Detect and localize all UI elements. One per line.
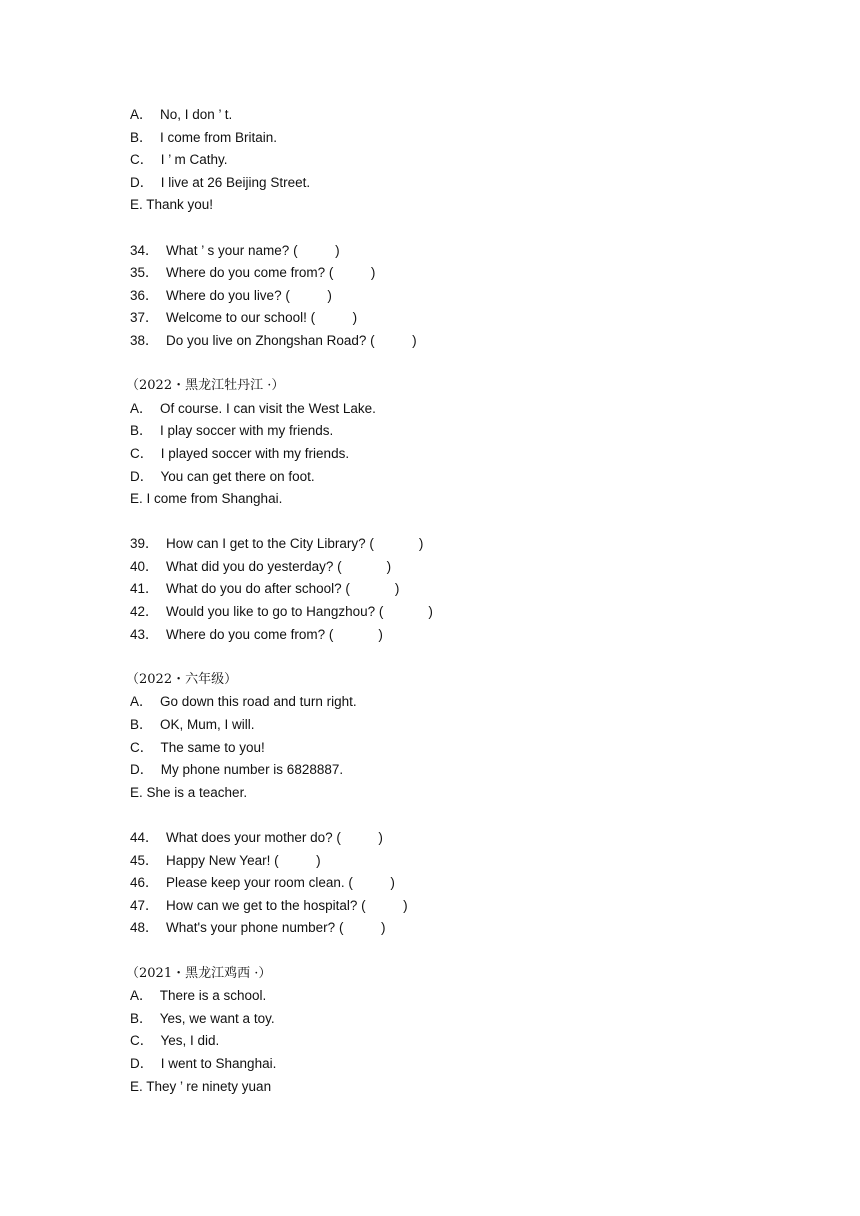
spacer [130, 646, 770, 669]
option-a: A． Of course. I can visit the West Lake. [130, 400, 376, 416]
option-a: A． No, I don ’ t. [130, 107, 233, 122]
spacer [130, 353, 770, 376]
option-b: B． I play soccer with my friends. [130, 423, 334, 439]
spacer [130, 217, 770, 240]
spacer [130, 940, 770, 963]
spacer [130, 511, 770, 534]
option-c: C． I played soccer with my friends. [130, 445, 350, 461]
question-46: 46． Please keep your room clean. ( ) [130, 875, 395, 891]
question-42: 42． Would you like to go to Hangzhou? ( ) [130, 604, 433, 620]
block-1 [130, 104, 770, 353]
block-4 [126, 963, 770, 1099]
option-a: A． There is a school. [130, 988, 267, 1004]
question-45: 45． Happy New Year! ( ) [130, 852, 321, 868]
question-37: 37． Welcome to our school! ( ) [130, 310, 358, 326]
question-38: 38． Do you live on Zhongshan Road? ( ) [130, 332, 417, 348]
question-39: 39． How can I get to the City Library? ( ) [130, 536, 424, 552]
option-c: C． The same to you! [130, 739, 265, 755]
option-e: E. They ’ re ninety yuan [130, 1078, 272, 1094]
section-header: （2021・黑龙江鸡西 ·） [126, 965, 272, 981]
document-content [126, 104, 770, 1098]
block-3 [126, 669, 770, 940]
question-48: 48． What's your phone number? ( ) [130, 920, 386, 936]
section-header: （2022・六年级） [126, 671, 238, 687]
option-d: D． I live at 26 Beijing Street. [130, 174, 311, 190]
section-header: （2022・黑龙江牡丹江 ·） [126, 378, 285, 394]
spacer [130, 804, 770, 827]
option-d: D． I went to Shanghai. [130, 1055, 277, 1071]
question-35: 35． Where do you come from? ( ) [130, 265, 376, 281]
option-b: B． OK, Mum, I will. [130, 717, 255, 733]
option-a: A． Go down this road and turn right. [130, 694, 357, 710]
option-d: D． You can get there on foot. [130, 468, 315, 484]
option-c: C． Yes, I did. [130, 1033, 220, 1049]
option-b: B． I come from Britain. [130, 129, 278, 145]
question-36: 36． Where do you live? ( ) [130, 287, 332, 303]
question-41: 41． What do you do after school? ( ) [130, 581, 400, 597]
option-e: E. She is a teacher. [130, 784, 248, 800]
block-2 [126, 375, 770, 646]
option-b: B． Yes, we want a toy. [130, 1010, 275, 1026]
option-e: E. Thank you! [130, 197, 214, 213]
option-e: E. I come from Shanghai. [130, 491, 283, 507]
question-40: 40． What did you do yesterday? ( ) [130, 558, 392, 574]
question-43: 43． Where do you come from? ( ) [130, 626, 383, 642]
question-47: 47． How can we get to the hospital? ( ) [130, 897, 408, 913]
question-34: 34． What ’ s your name? ( ) [130, 242, 340, 258]
option-d: D． My phone number is 6828887. [130, 762, 344, 778]
option-c: C． I ’ m Cathy. [130, 152, 228, 168]
question-44: 44． What does your mother do? ( ) [130, 830, 383, 845]
